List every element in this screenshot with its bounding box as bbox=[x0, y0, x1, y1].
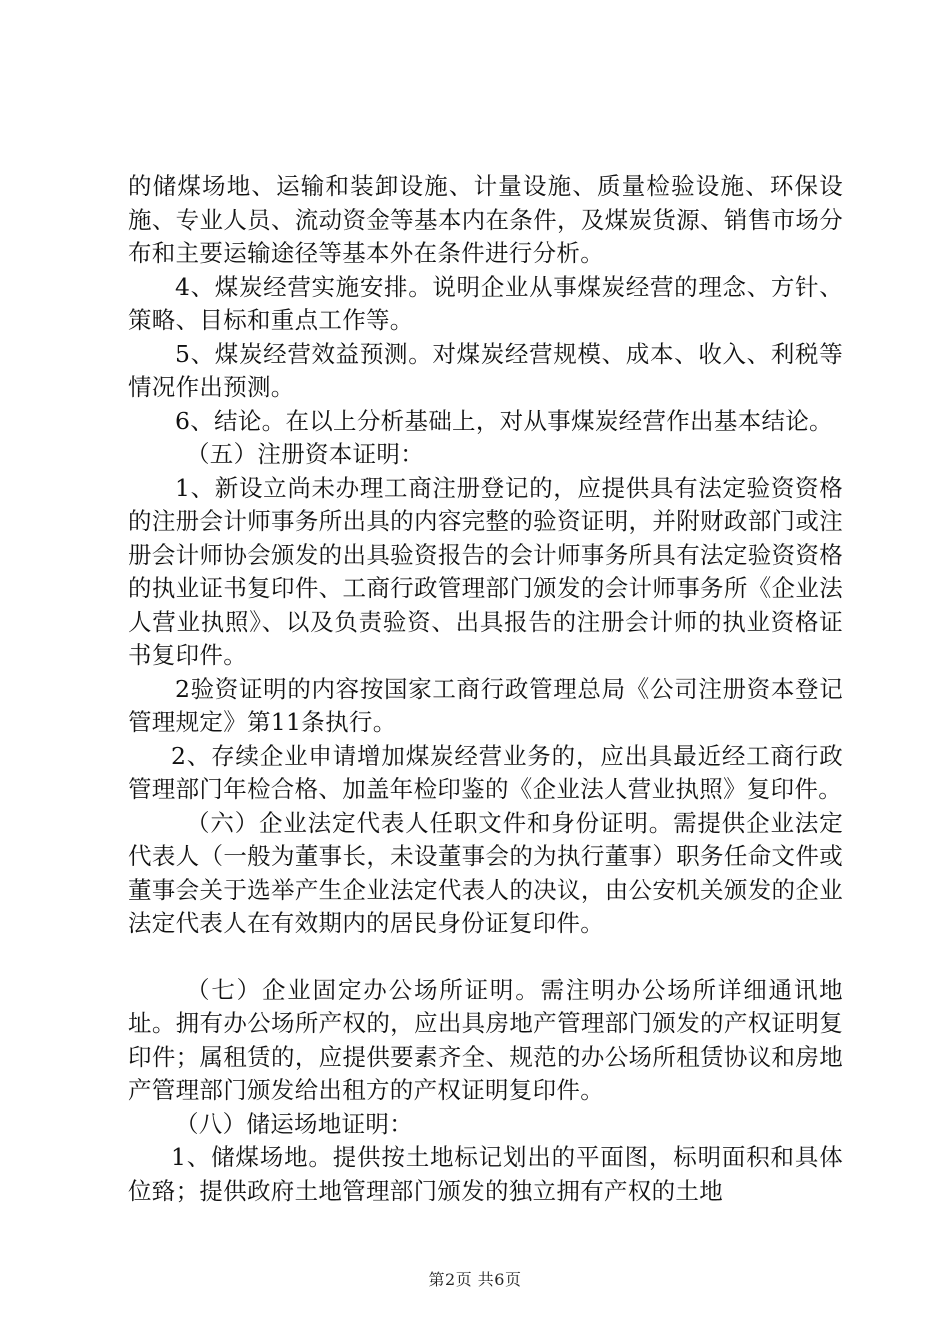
document-body bbox=[128, 170, 843, 1208]
section-heading-8: （八）储运场地证明： bbox=[175, 1109, 413, 1138]
page-footer: 第2页 共6页 bbox=[428, 1270, 522, 1289]
paragraph-12: 1、储煤场地。提供按土地标记划出的平面图，标明面积和具体位臵；提供政府土地管理部门颁发的独立拥有产权的土地 bbox=[128, 1143, 843, 1205]
paragraph-8: 2、存续企业申请增加煤炭经营业务的，应出具最近经工商行政管理部门年检合格、加盖年检印鉴的《企业法人营业执照》复印件。 bbox=[128, 741, 843, 803]
section-heading-5: （五）注册资本证明： bbox=[186, 440, 424, 468]
paragraph-1: 的储煤场地、运输和装卸设施、计量设施、质量检验设施、环保设施、专业人员、流动资金等基本内在条件，及煤炭货源、销售市场分布和主要运输途径等基本外在条件进行分析。 bbox=[128, 172, 843, 267]
paragraph-9: （六）企业法定代表人任职文件和身份证明。需提供企业法定代表人（一般为董事长，未设董事会的为执行董事）职务任命文件或董事会关于选举产生企业法定代表人的决议，由公安机关颁发的企业法定代表人在有效期内的居民身份证复印件。 bbox=[128, 808, 843, 937]
paragraph-7: 2验资证明的内容按国家工商行政管理总局《公司注册资本登记管理规定》第11条执行。 bbox=[128, 674, 843, 736]
paragraph-2: 4、煤炭经营实施安排。说明企业从事煤炭经营的理念、方针、策略、目标和重点工作等。 bbox=[128, 272, 843, 334]
paragraph-10: （七）企业固定办公场所证明。需注明办公场所详细通讯地址。拥有办公场所产权的，应出具房地产管理部门颁发的产权证明复印件；属租赁的，应提供要素齐全、规范的办公场所租赁协议和房地产管理部门颁发给出租方的产权证明复印件。 bbox=[128, 975, 843, 1104]
paragraph-4: 6、结论。在以上分析基础上，对从事煤炭经营作出基本结论。 bbox=[175, 406, 833, 435]
paragraph-6: 1、新设立尚未办理工商注册登记的，应提供具有法定验资资格的注册会计师事务所出具的内容完整的验资证明，并附财政部门或注册会计师协会颁发的出具验资报告的会计师事务所具有法定验资资格的执业证书复印件、工商行政管理部门颁发的会计师事务所《企业法人营业执照》、以及负责验资、出具报告的注册会计师的执业资格证书复印件。 bbox=[128, 473, 843, 669]
paragraph-3: 5、煤炭经营效益预测。对煤炭经营规模、成本、收入、利税等情况作出预测。 bbox=[128, 339, 843, 401]
